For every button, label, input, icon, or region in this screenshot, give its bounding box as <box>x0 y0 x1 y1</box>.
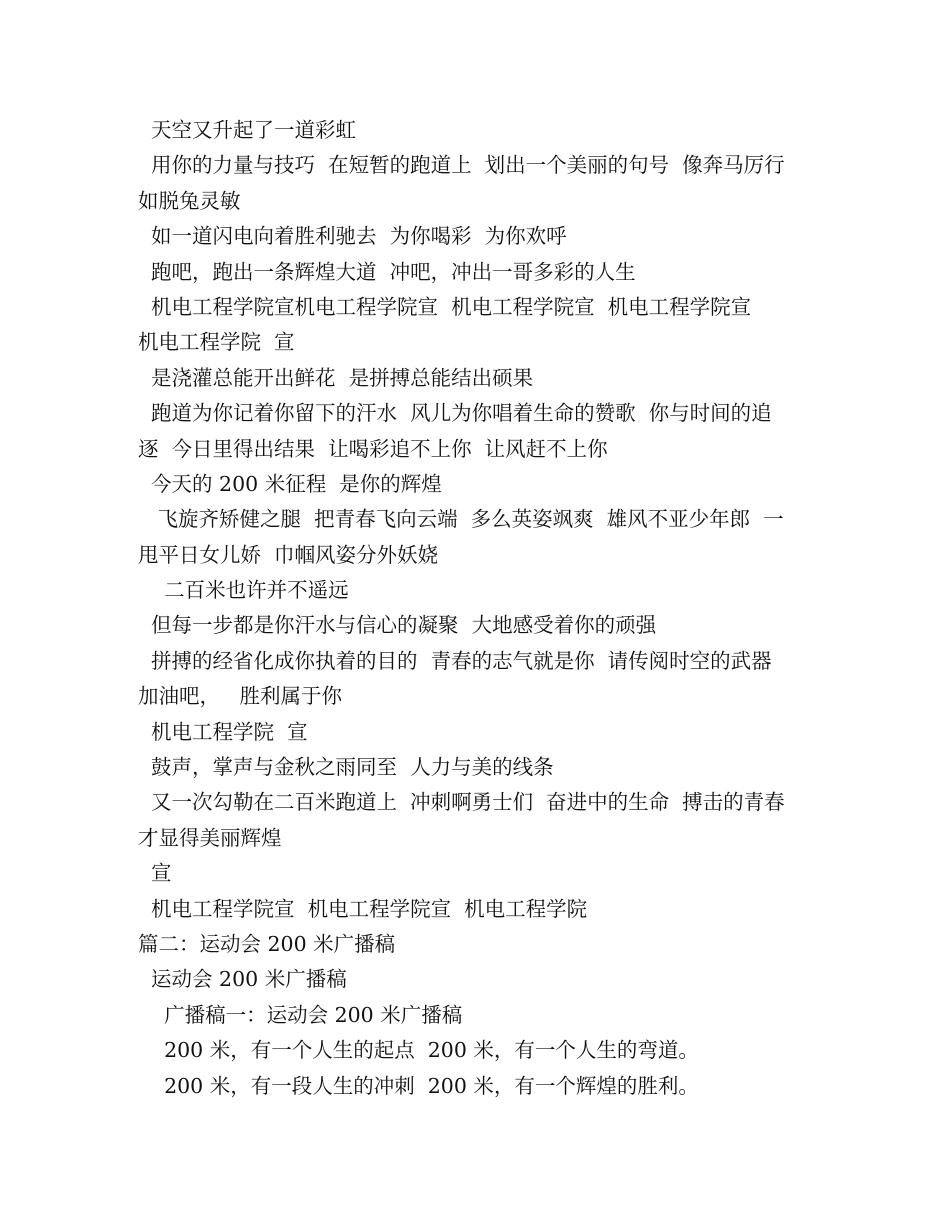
text-line: 广播稿一：运动会 200 米广播稿 <box>138 1002 463 1027</box>
text-line: 机电工程学院 宣 <box>138 719 308 744</box>
text-line: 今天的 200 米征程 是你的辉煌 <box>138 471 442 496</box>
text-line: 二百米也许并不遥远 <box>138 578 349 603</box>
text-line: 运动会 200 米广播稿 <box>138 967 347 992</box>
section-heading: 篇二：运动会 200 米广播稿 <box>138 931 396 956</box>
text-line: 200 米，有一段人生的冲刺 200 米，有一个辉煌的胜利。 <box>138 1073 699 1098</box>
text-line: 但每一步都是你汗水与信心的凝聚 大地感受着你的顽强 <box>138 613 657 638</box>
text-line: 宣 <box>138 861 172 886</box>
text-line: 又一次勾勒在二百米跑道上 冲刺啊勇士们 奋进中的生命 搏击的青春 <box>138 790 785 815</box>
text-line: 机电工程学院宣机电工程学院宣 机电工程学院宣 机电工程学院宣 <box>138 294 752 319</box>
text-line: 才显得美丽辉煌 <box>138 825 282 850</box>
text-line: 200 米，有一个人生的起点 200 米，有一个人生的弯道。 <box>138 1038 699 1063</box>
text-line: 逐 今日里得出结果 让喝彩追不上你 让风赶不上你 <box>138 436 608 461</box>
text-line: 跑吧，跑出一条辉煌大道 冲吧，冲出一哥多彩的人生 <box>138 259 636 284</box>
text-line: 天空又升起了一道彩虹 <box>138 118 357 142</box>
text-line: 如脱兔灵敏 <box>138 188 241 213</box>
text-line: 飞旋齐矫健之腿 把青春飞向云端 多么英姿飒爽 雄风不亚少年郎 一 <box>138 507 784 532</box>
text-line: 机电工程学院宣 机电工程学院宣 机电工程学院 <box>138 896 588 921</box>
text-line: 机电工程学院 宣 <box>138 330 295 355</box>
text-line: 拼搏的经省化成你执着的目的 青春的志气就是你 请传阅时空的武器 <box>138 648 772 673</box>
text-line: 甩平日女儿娇 巾帼风姿分外妖娆 <box>138 542 439 567</box>
text-line: 鼓声，掌声与金秋之雨同至 人力与美的线条 <box>138 755 554 780</box>
text-line: 用你的力量与技巧 在短暂的跑道上 划出一个美丽的句号 像奔马厉行 <box>138 153 785 178</box>
text-line: 是浇灌总能开出鲜花 是拼搏总能结出硕果 <box>138 365 534 390</box>
text-line: 如一道闪电向着胜利驰去 为你喝彩 为你欢呼 <box>138 224 567 249</box>
document-body <box>138 113 818 1104</box>
text-line: 跑道为你记着你留下的汗水 风儿为你唱着生命的赞歌 你与时间的追 <box>138 401 772 426</box>
text-line: 加油吧， 胜利属于你 <box>138 684 343 709</box>
